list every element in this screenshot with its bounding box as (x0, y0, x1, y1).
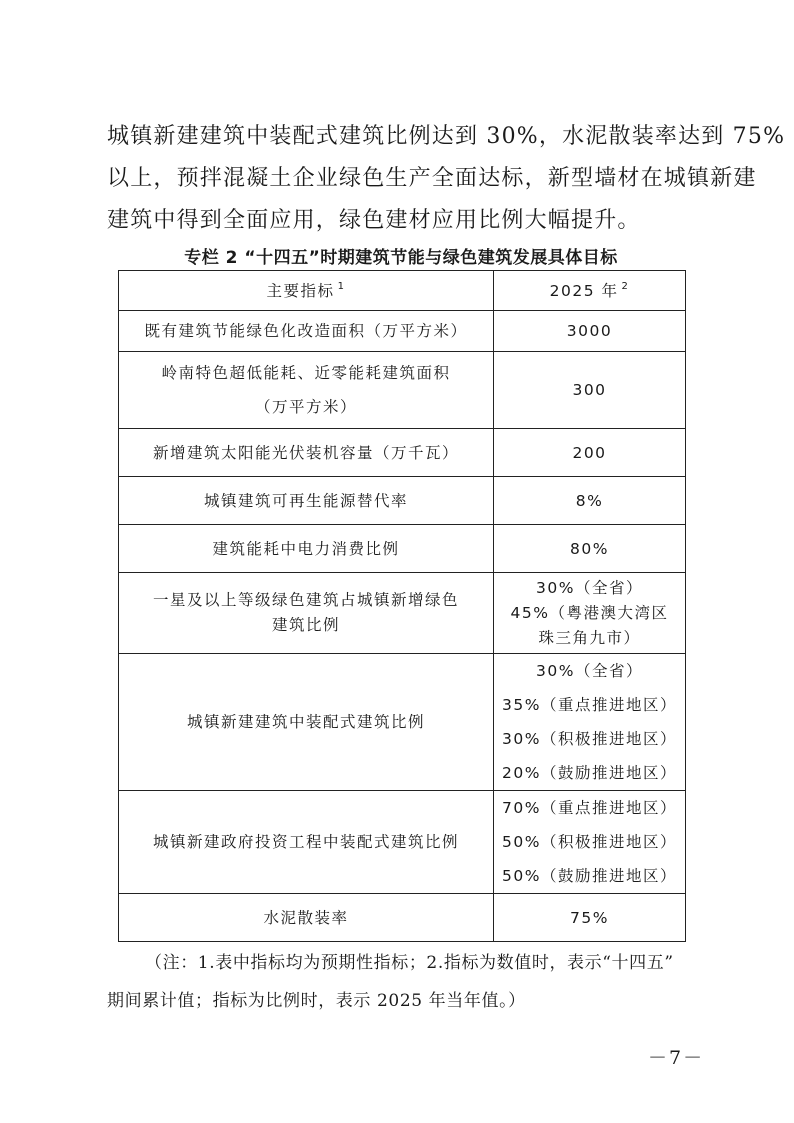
table-title: 专栏 2 “十四五”时期建筑节能与绿色建筑发展具体目标 (184, 248, 618, 268)
value-cell: 70%（重点推进地区） 50%（积极推进地区） 50%（鼓励推进地区） (494, 791, 686, 894)
value-cell: 3000 (494, 311, 686, 352)
table-row (119, 573, 686, 654)
table-row (119, 429, 686, 477)
indicator-cell: 水泥散装率 (119, 894, 494, 942)
body-paragraph (107, 116, 786, 242)
indicator-cell: 一星及以上等级绿色建筑占城镇新增绿色 建筑比例 (119, 573, 494, 654)
page-number: －7－ (648, 1047, 705, 1069)
footnote-marker: 1 (337, 281, 346, 293)
indicator-cell: 城镇新建建筑中装配式建筑比例 (119, 654, 494, 791)
paragraph-line: 以上，预拌混凝土企业绿色生产全面达标，新型墙材在城镇新建 (107, 166, 757, 191)
table-row (119, 525, 686, 573)
value-cell: 300 (494, 352, 686, 429)
value-cell: 80% (494, 525, 686, 573)
note-line: 期间累计值；指标为比例时，表示 2025 年当年值。） (107, 991, 526, 1011)
table-header-row (119, 271, 686, 311)
indicator-cell: 城镇建筑可再生能源替代率 (119, 477, 494, 525)
footnote-marker: 2 (621, 281, 630, 293)
value-cell: 200 (494, 429, 686, 477)
indicator-cell: 岭南特色超低能耗、近零能耗建筑面积 （万平方米） (119, 352, 494, 429)
value-cell: 8% (494, 477, 686, 525)
indicator-cell: 城镇新建政府投资工程中装配式建筑比例 (119, 791, 494, 894)
table-row (119, 477, 686, 525)
indicator-cell: 新增建筑太阳能光伏装机容量（万千瓦） (119, 429, 494, 477)
value-cell: 30%（全省） 35%（重点推进地区） 30%（积极推进地区） 20%（鼓励推进地区） (494, 654, 686, 791)
table-row (119, 894, 686, 942)
header-year: 2025 年 $^2$ (494, 271, 686, 311)
table-row (119, 791, 686, 894)
table-row (119, 352, 686, 429)
value-cell: 75% (494, 894, 686, 942)
table-notes (107, 944, 707, 1020)
value-cell: 30%（全省） 45%（粤港澳大湾区 珠三角九市） (494, 573, 686, 654)
table-row (119, 654, 686, 791)
note-line: （注：1.表中指标均为预期性指标；2.指标为数值时，表示“十四五” (145, 953, 674, 973)
paragraph-line: 建筑中得到全面应用，绿色建材应用比例大幅提升。 (107, 208, 641, 233)
table-row (119, 311, 686, 352)
paragraph-line: 城镇新建建筑中装配式建筑比例达到 30%，水泥散装率达到 75% (107, 124, 786, 149)
indicator-cell: 既有建筑节能绿色化改造面积（万平方米） (119, 311, 494, 352)
header-indicator: 主要指标 $^1$ (119, 271, 494, 311)
indicator-cell: 建筑能耗中电力消费比例 (119, 525, 494, 573)
targets-table (118, 270, 686, 942)
